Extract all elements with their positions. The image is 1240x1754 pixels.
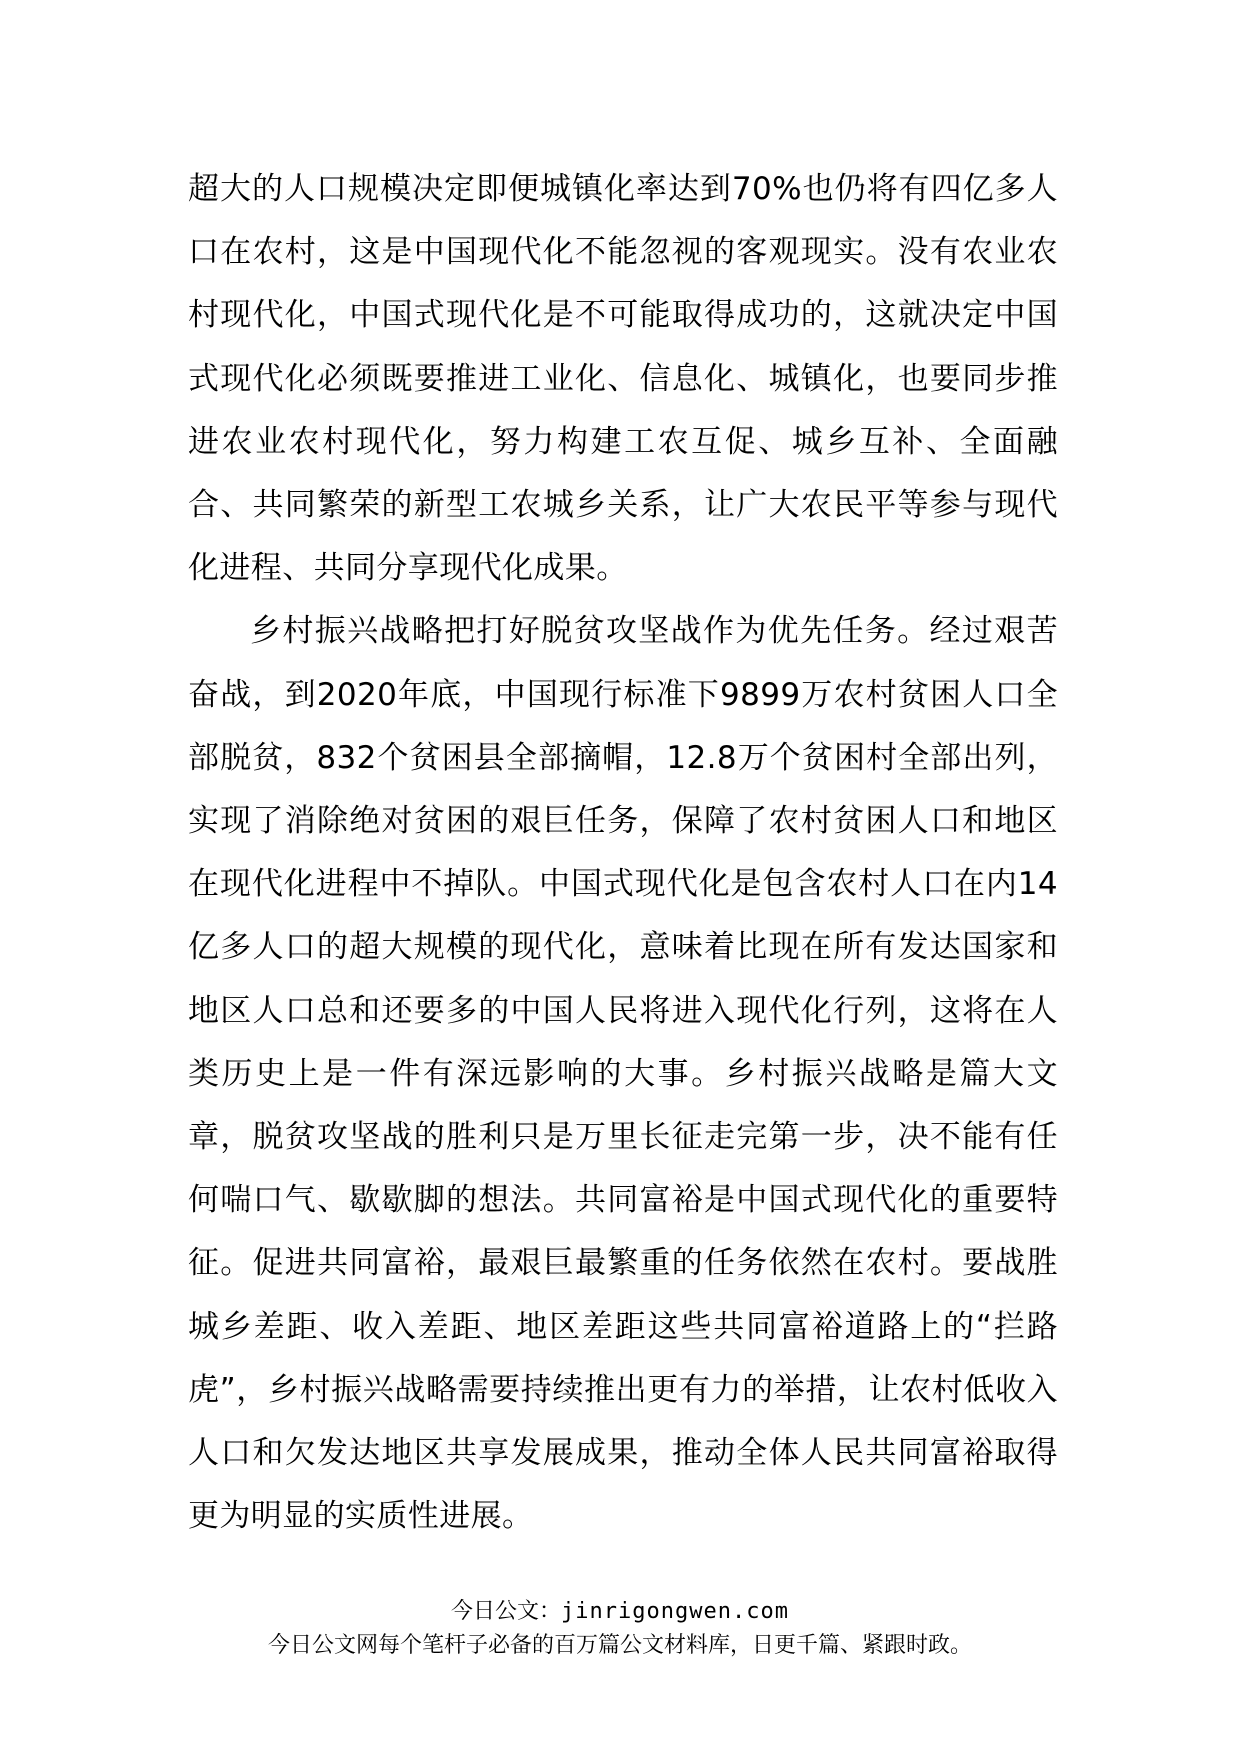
footer-site-label: 今日公文： bbox=[451, 1599, 562, 1624]
paragraph-1: 超大的人口规模决定即便城镇化率达到70%也仍将有四亿多人口在农村，这是中国现代化不能忽视的客观现实。没有农业农村现代化，中国式现代化是不可能取得成功的，这就决定中国式现代化必须既要推进工业化、信息化、城镇化，也要同步推进农业农村现代化，努力构建工农互促、城乡互补、全面融合、共同繁荣的新型工农城乡关系，让广大农民平等参与现代化进程、共同分享现代化成果。 bbox=[188, 171, 1058, 587]
footer-site-line bbox=[0, 1594, 1240, 1625]
footer-slogan: 今日公文网每个笔杆子必备的百万篇公文材料库，日更千篇、紧跟时政。 bbox=[267, 1633, 972, 1658]
paragraph-2: 乡村振兴战略把打好脱贫攻坚战作为优先任务。经过艰苦奋战，到2020年底，中国现行标准下9899万农村贫困人口全部脱贫，832个贫困县全部摘帽，12.8万个贫困村全部出列，实现了消除绝对贫困的艰巨任务，保障了农村贫困人口和地区在现代化进程中不掉队。中国式现代化是包含农村人口在内14亿多人口的超大规模的现代化，意味着比现在所有发达国家和地区人口总和还要多的中国人民将进入现代化行列，这将在人类历史上是一件有深远影响的大事。乡村振兴战略是篇大文章，脱贫攻坚战的胜利只是万里长征走完第一步，决不能有任何喘口气、歇歇脚的想法。共同富裕是中国式现代化的重要特征。促进共同富裕，最艰巨最繁重的任务依然在农村。要战胜城乡差距、收入差距、地区差距这些共同富裕道路上的“拦路虎”，乡村振兴战略需要持续推出更有力的举措，让农村低收入人口和欠发达地区共享发展成果，推动全体人民共同富裕取得更为明显的实质性进展。 bbox=[188, 613, 1058, 1535]
footer-site-url[interactable]: jinrigongwen.com bbox=[561, 1599, 789, 1624]
document-body bbox=[188, 158, 1058, 1548]
